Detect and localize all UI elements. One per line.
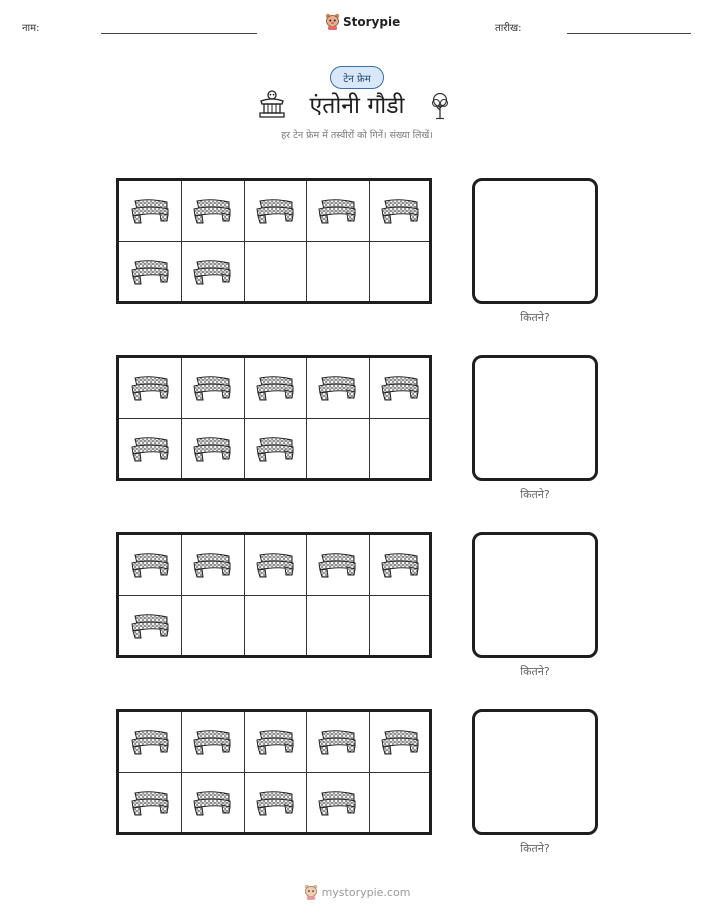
frame-cell [181, 358, 243, 418]
mosaic-bench-icon [379, 728, 421, 756]
frame-cell [119, 773, 181, 833]
mosaic-bench-icon [191, 551, 233, 579]
frame-cell [306, 181, 368, 241]
mosaic-bench-icon [254, 197, 296, 225]
frame-cell [306, 535, 368, 595]
mosaic-bench-icon [254, 551, 296, 579]
ten-frame [116, 532, 432, 658]
frame-cell [244, 535, 306, 595]
mosaic-bench-icon [379, 551, 421, 579]
worksheet-tag: टेन फ्रेम [330, 66, 384, 89]
answer-box[interactable] [472, 178, 598, 304]
page-title: एंतोनी गौडी [309, 93, 405, 119]
fountain-skull-icon [258, 90, 286, 124]
frame-cell [119, 242, 181, 302]
frame-cell [119, 419, 181, 479]
mosaic-bench-icon [316, 789, 358, 817]
frame-cell [119, 596, 181, 656]
frame-cell [244, 358, 306, 418]
mosaic-bench-icon [129, 551, 171, 579]
frame-cell [369, 181, 431, 241]
date-line[interactable] [567, 33, 691, 34]
mosaic-bench-icon [191, 374, 233, 402]
mosaic-bench-icon [129, 612, 171, 640]
mosaic-bench-icon [316, 197, 358, 225]
mosaic-bench-icon [191, 728, 233, 756]
frame-cell [369, 242, 431, 302]
mosaic-bench-icon [254, 435, 296, 463]
frame-cell [181, 242, 243, 302]
mosaic-bench-icon [316, 728, 358, 756]
footer [0, 884, 714, 900]
how-many-label: कितने? [520, 488, 550, 501]
frame-cell [306, 358, 368, 418]
mosaic-bench-icon [316, 374, 358, 402]
ten-frame [116, 355, 432, 481]
mosaic-bench-icon [129, 789, 171, 817]
frame-cell [369, 712, 431, 772]
name-line[interactable] [101, 33, 257, 34]
mosaic-bench-icon [379, 374, 421, 402]
mosaic-bench-icon [379, 197, 421, 225]
how-many-label: कितने? [520, 665, 550, 678]
frame-cell [306, 596, 368, 656]
mosaic-bench-icon [191, 789, 233, 817]
mosaic-bench-icon [254, 789, 296, 817]
mosaic-bench-icon [191, 258, 233, 286]
brand-logo [325, 13, 400, 30]
frame-cell [119, 712, 181, 772]
frame-cell [181, 712, 243, 772]
answer-box[interactable] [472, 532, 598, 658]
frame-cell [244, 712, 306, 772]
frame-cell [306, 773, 368, 833]
frame-cell [181, 773, 243, 833]
answer-box[interactable] [472, 355, 598, 481]
how-many-label: कितने? [520, 842, 550, 855]
frame-cell [181, 535, 243, 595]
frame-cell [181, 181, 243, 241]
answer-box[interactable] [472, 709, 598, 835]
ten-frame [116, 178, 432, 304]
frame-cell [369, 596, 431, 656]
frame-cell [369, 773, 431, 833]
frame-cell [369, 358, 431, 418]
mosaic-bench-icon [254, 374, 296, 402]
mosaic-bench-icon [191, 197, 233, 225]
frame-cell [244, 596, 306, 656]
name-label: नाम: [22, 23, 40, 34]
instructions: हर टेन फ्रेम में तस्वीरों को गिनें। संख्या लिखें। [281, 130, 433, 141]
frame-cell [119, 535, 181, 595]
footer-site[interactable]: mystorypie.com [321, 885, 411, 899]
frame-cell [369, 535, 431, 595]
tree-icon [430, 92, 450, 124]
storypie-mascot-icon [304, 884, 318, 900]
frame-cell [369, 419, 431, 479]
mosaic-bench-icon [254, 728, 296, 756]
mosaic-bench-icon [129, 374, 171, 402]
mosaic-bench-icon [129, 258, 171, 286]
frame-cell [119, 358, 181, 418]
frame-cell [119, 181, 181, 241]
frame-cell [244, 242, 306, 302]
frame-cell [306, 419, 368, 479]
mosaic-bench-icon [129, 197, 171, 225]
ten-frame [116, 709, 432, 835]
frame-cell [181, 596, 243, 656]
storypie-mascot-icon [325, 13, 340, 30]
mosaic-bench-icon [316, 551, 358, 579]
frame-cell [244, 773, 306, 833]
frame-cell [181, 419, 243, 479]
mosaic-bench-icon [191, 435, 233, 463]
how-many-label: कितने? [520, 311, 550, 324]
frame-cell [306, 712, 368, 772]
frame-cell [306, 242, 368, 302]
date-label: तारीख: [495, 23, 522, 34]
frame-cell [244, 181, 306, 241]
mosaic-bench-icon [129, 728, 171, 756]
frame-cell [244, 419, 306, 479]
mosaic-bench-icon [129, 435, 171, 463]
brand-name: Storypie [343, 14, 401, 29]
